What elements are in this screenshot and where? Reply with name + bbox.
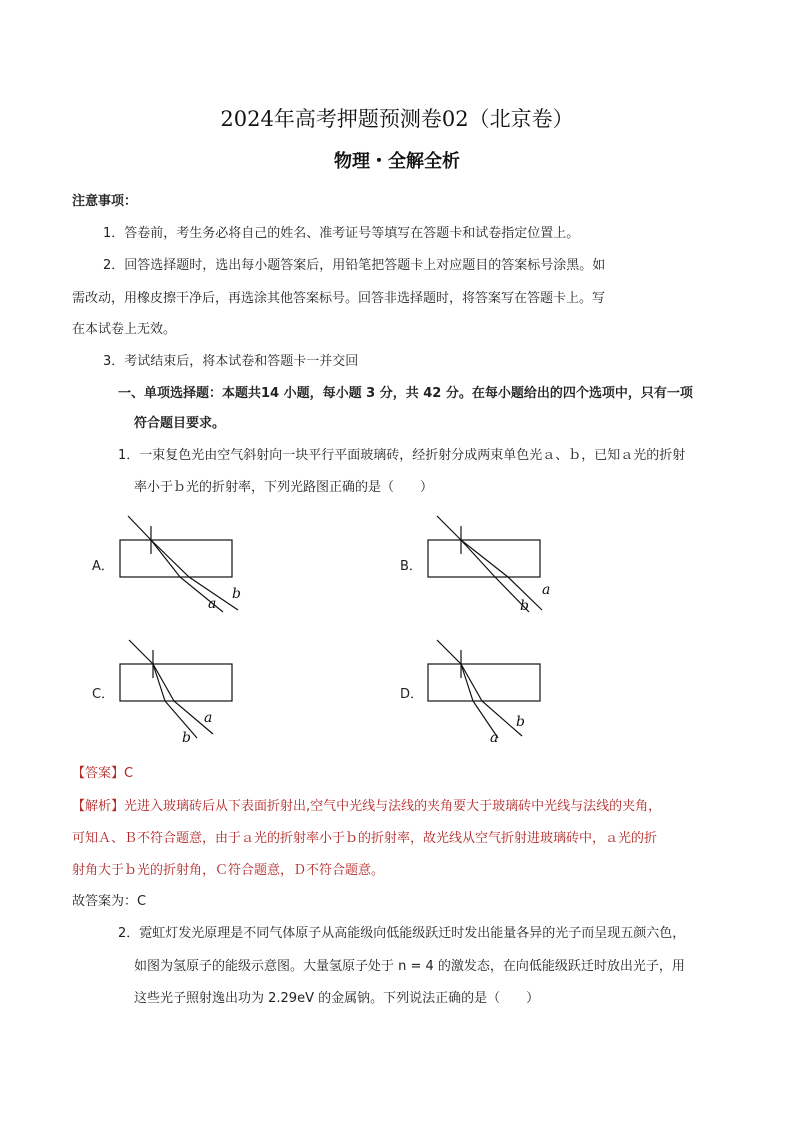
option-d-ray-1-label: a — [490, 730, 499, 746]
option-c-ray-1-label: b — [182, 730, 191, 746]
analysis-text-1: 光进入玻璃砖后从下表面折射出,空气中光线与法线的夹角要大于玻璃砖中光线与法线的夹角， — [124, 799, 662, 814]
option-a-label[interactable]: A． — [92, 559, 114, 574]
section-heading-line-1: 一、单项选择题：本题共14 小题，每小题 3 分，共 42 分。在每小题给出的四个选项中，只有一项 — [118, 386, 693, 401]
option-c-ray-2-label: a — [204, 710, 213, 726]
notice-item-1: 1．答卷前，考生务必将自己的姓名、准考证号等填写在答题卡和试卷指定位置上。 — [103, 226, 580, 241]
q2-stem-line-3: 这些光子照射逸出功为 2.29eV 的金属钠。下列说法正确的是（ ） — [134, 991, 540, 1006]
page-subtitle: 物理・全解全析 — [334, 151, 460, 172]
q1-analysis-line-2: 可知Ａ、Ｂ不符合题意，由于ａ光的折射率小于ｂ的折射率，故光线从空气折射进玻璃砖中，ａ光的折 — [72, 831, 658, 846]
q1-stem-line-1: 1．一束复色光由空气斜射向一块平行平面玻璃砖，经折射分成两束单色光ａ、ｂ，已知ａ光的折射 — [118, 448, 686, 463]
section-heading-line-2: 符合题目要求。 — [134, 416, 226, 431]
notice-item-3: 3．考试结束后，将本试卷和答题卡一并交回 — [103, 354, 359, 369]
option-a-diagram — [110, 510, 260, 620]
option-d-ray-2-label: b — [516, 714, 525, 730]
option-c-diagram — [110, 634, 260, 749]
notice-heading: 注意事项： — [72, 194, 138, 209]
q2-stem-line-1: 2．霓虹灯发光原理是不同气体原子从高能级向低能级跃迁时发出能量各异的光子而呈现五颜六色， — [118, 926, 686, 941]
notice-item-2-line-3: 在本试卷上无效。 — [72, 322, 177, 337]
analysis-tag: 【解析】 — [72, 799, 125, 814]
option-a-ray-1-label: a — [208, 596, 217, 612]
option-b-label[interactable]: B． — [400, 559, 422, 574]
q2-stem-line-2: 如图为氢原子的能级示意图。大量氢原子处于 n = 4 的激发态，在向低能级跃迁时放出光子，用 — [134, 959, 685, 974]
notice-item-2-line-2: 需改动，用橡皮擦干净后，再选涂其他答案标号。回答非选择题时，将答案写在答题卡上。写 — [72, 291, 606, 306]
page-title: 2024年高考押题预测卷02（北京卷） — [220, 107, 574, 131]
option-c-label[interactable]: C． — [92, 687, 115, 702]
q1-stem-line-2: 率小于ｂ光的折射率，下列光路图正确的是（ ） — [134, 480, 434, 495]
option-b-diagram — [418, 510, 568, 620]
notice-item-2-line-1: 2．回答选择题时，选出每小题答案后，用铅笔把答题卡上对应题目的答案标号涂黑。如 — [103, 258, 606, 273]
q1-analysis-line-3: 射角大于ｂ光的折射角，Ｃ符合题意，Ｄ不符合题意。 — [72, 863, 385, 878]
option-b-ray-2-label: a — [542, 582, 551, 598]
option-b-ray-1-label: b — [520, 598, 529, 614]
option-d-label[interactable]: D． — [400, 687, 424, 702]
q1-answer: 【答案】C — [72, 766, 134, 781]
q1-conclusion: 故答案为：C — [72, 894, 147, 909]
q1-analysis-line-1 — [72, 795, 661, 814]
option-a-ray-2-label: b — [232, 586, 241, 602]
option-d-diagram — [418, 634, 568, 749]
